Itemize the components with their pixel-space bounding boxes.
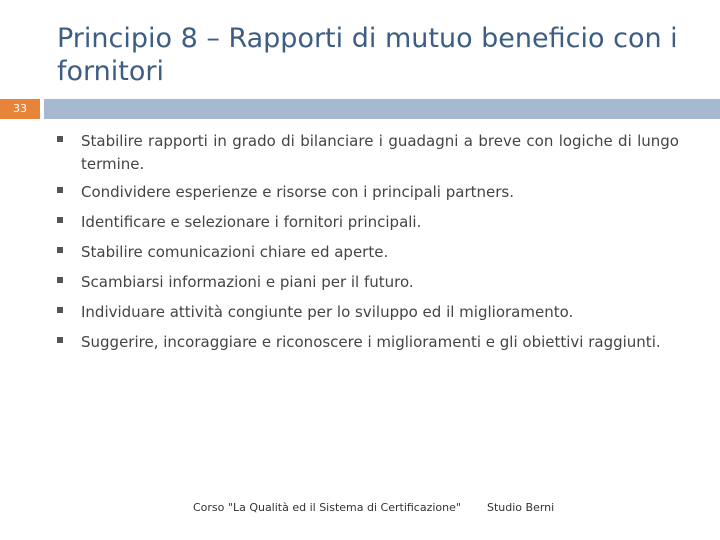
square-bullet-icon (57, 217, 63, 223)
bullet-text: Suggerire, incoraggiare e riconoscere i miglioramenti e gli obiettivi raggiunti. (81, 333, 661, 351)
square-bullet-icon (57, 307, 63, 313)
bullet-text: Identificare e selezionare i fornitori principali. (81, 213, 422, 231)
bullet-item (57, 301, 679, 324)
bullet-text: Scambiarsi informazioni e piani per il futuro. (81, 273, 414, 291)
square-bullet-icon (57, 136, 63, 142)
bullet-text: Individuare attività congiunte per lo sviluppo ed il miglioramento. (81, 303, 574, 321)
bullet-text: Stabilire comunicazioni chiare ed aperte. (81, 243, 389, 261)
footer-course: Corso "La Qualità ed il Sistema di Certificazione" (193, 501, 461, 514)
footer-studio: Studio Berni (487, 501, 555, 514)
bullet-text: Stabilire rapporti in grado di bilanciare i guadagni a breve con logiche di lungo termine. (81, 132, 679, 173)
slide-number: 33 (13, 102, 27, 115)
square-bullet-icon (57, 247, 63, 253)
bullet-item (57, 130, 679, 176)
bullet-text: Condividere esperienze e risorse con i principali partners. (81, 183, 514, 201)
header-divider-band (44, 99, 720, 119)
square-bullet-icon (57, 337, 63, 343)
square-bullet-icon (57, 277, 63, 283)
bullet-item (57, 331, 679, 354)
bullet-item (57, 181, 679, 204)
bullet-item (57, 271, 679, 294)
bullet-item (57, 211, 679, 234)
slide-title: Principio 8 – Rapporti di mutuo beneficio con i fornitori (57, 23, 678, 87)
bullet-item (57, 241, 679, 264)
square-bullet-icon (57, 187, 63, 193)
